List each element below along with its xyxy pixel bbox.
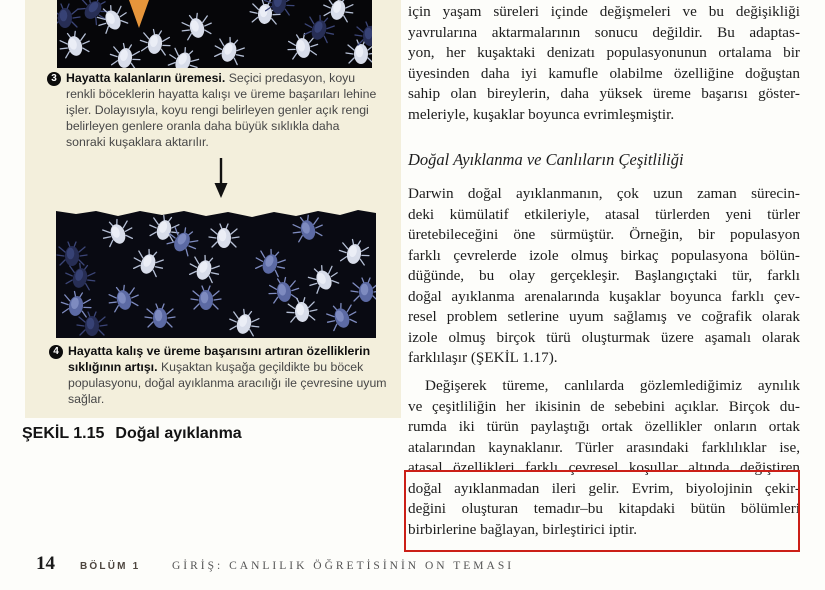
- text-line: Değişerek türeme, canlılarda gözlemlediğimiz aynılık: [425, 377, 800, 394]
- down-arrow-icon: [210, 157, 232, 199]
- text-line: üretebileceğini öne sürmüştür. Örneğin, bir populasyon: [408, 226, 800, 243]
- intro-paragraph: [408, 2, 800, 125]
- figure-caption: [22, 425, 242, 443]
- figure-panel: [25, 0, 401, 418]
- chapter-label: BÖLÜM 1: [80, 561, 141, 572]
- beetle-illustration-bottom: [56, 208, 376, 338]
- step4-caption: [68, 344, 392, 408]
- text-line: yon, her kuşaktaki denizatı populasyonunun ortalama bir: [408, 44, 800, 61]
- step3-caption-lead: Hayatta kalanların üremesi.: [66, 71, 226, 85]
- body-paragraph: [408, 184, 800, 369]
- text-line: Darwin doğal ayıklanmanın, çok uzun zaman sürecin-: [408, 185, 800, 202]
- step4-caption-lead: Hayatta kalış ve üreme başarısını artıran özelliklerin sıklığının artışı.: [68, 344, 371, 374]
- running-title: GİRİŞ: CANLILIK ÖĞRETİSİNİN ON TEMASI: [172, 560, 515, 572]
- text-line: farklılaşır (ŞEKİL 1.17).: [408, 349, 558, 366]
- text-line: rumda iki türün paylaştığı ortak özellikler onların ortak: [408, 418, 800, 435]
- text-line: sahip olan bireylerin, daha yüksek üreme başarısı göster-: [408, 85, 800, 102]
- step3-caption: [66, 71, 380, 151]
- step3-caption-body: Seçici predasyon, koyu renkli böceklerin hayatta kalışı ve üreme başarıları lehine işler. Dolayısıyla, koyu rengi belirleyen genler açık rengi belirleyen genlere oranla daha büyük sıklıkla daha sonraki kuşaklara aktarılır.: [66, 71, 377, 149]
- text-line: resel problem setlerine uyum sağlamış ve coğrafik olarak: [408, 308, 800, 325]
- step4-caption-body: Kuşaktan kuşağa geçildikte bu böcek populasyonu, doğal ayıklanma aracılığı ile çevresine uyum sağlar.: [68, 359, 387, 406]
- text-line: deki kümülatif etkileriyle, atasal türlerden yeni türler: [408, 205, 800, 223]
- text-line: izole olmuş birçok türü oluşturmak üzere aşamalı olarak: [408, 328, 800, 346]
- step3-marker: 3: [47, 72, 61, 86]
- text-line: doğal ayıklanma arenalarında kuşaklar boyunca farklı çev-: [408, 287, 800, 305]
- text-line: üyesinden daha iyi kamufle olabilme özelliğine doğuştan: [408, 64, 800, 82]
- text-line: ve çeşitliliğin her ikisinin de sebebini açıklar. Birçok du-: [408, 397, 800, 415]
- text-line: düğünde, bu olay gerçekleşir. Başlangıçtaki tür, farklı: [408, 267, 800, 284]
- beetle-illustration-top: [57, 0, 372, 68]
- text-line: doğal ayıklanmadan ileri gelir. Evrim, biyolojinin çekir-: [408, 479, 800, 497]
- text-line: atalarından kaynaklanır. Türler arasındaki farklılıklar ise,: [408, 438, 800, 456]
- page-number: 14: [36, 553, 55, 574]
- text-line: meleriyle, kuşaklar boyunca evrimleşmiştir.: [408, 105, 675, 123]
- step4-marker: 4: [49, 345, 63, 359]
- text-line: yavrularına aktarmalarının sonucu değildir. Bu adaptas-: [408, 23, 800, 41]
- text-line: farklı çevrelerde izole olmuş birkaç populasyona bölün-: [408, 246, 800, 264]
- highlight-box: [404, 470, 800, 552]
- figure-caption-label: ŞEKİL 1.15: [22, 425, 105, 442]
- text-line: birbirlerine bağlayan, birleştirici iptir.: [408, 520, 638, 538]
- section-heading: Doğal Ayıklanma ve Canlıların Çeşitliliği: [408, 150, 684, 169]
- text-line: için yaşam süreleri içinde değişmeleri ve bu değişikliği: [408, 3, 800, 20]
- text-line: değini oluşturan temadır–bu kitapdaki bütün bölümleri: [408, 500, 800, 517]
- figure-caption-title: Doğal ayıklanma: [115, 425, 242, 442]
- text-line: atasal özellikleri farklı çevresel koşullar altında değiştiren: [408, 459, 800, 476]
